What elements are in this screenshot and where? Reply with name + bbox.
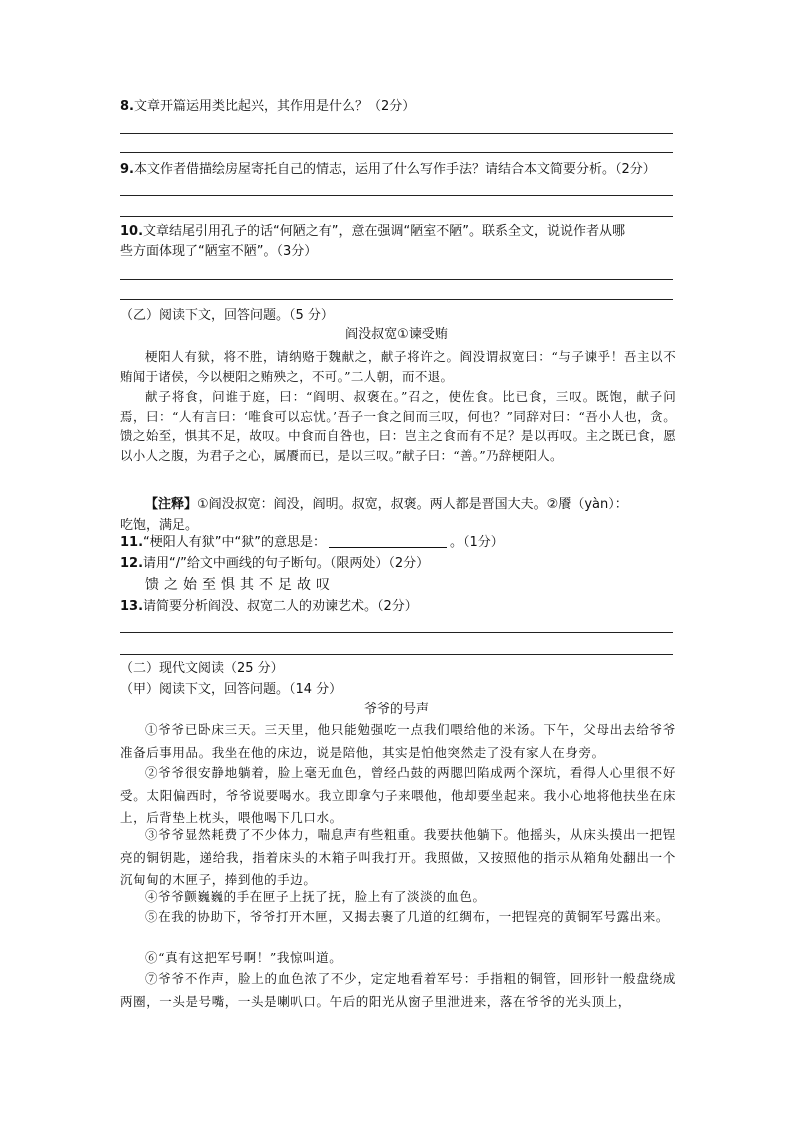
answer-line bbox=[120, 133, 673, 134]
question-text: “梗阳人有狱”中“狱”的意思是： bbox=[143, 535, 326, 550]
annotation-text: ①阎没叔宽：阎没，阎明。叔宽，叔褒。两人都是晋国大夫。②餍（yàn）： bbox=[197, 497, 628, 512]
question-number: 8. bbox=[120, 99, 134, 114]
question-number: 11. bbox=[120, 535, 144, 550]
sub-section-heading: （甲）阅读下文，回答问题。（14 分） bbox=[120, 682, 343, 697]
question-text: 本文作者借描绘房屋寄托自己的情志，运用了什么写作手法？请结合本文简要分析。（2分） bbox=[133, 162, 656, 177]
question-number: 10. bbox=[120, 224, 144, 239]
sentence-to-punctuate: 馈之始至惧其不足故叹 bbox=[145, 577, 335, 593]
classical-paragraph-2: 献子将食，问谁于庭，曰：“阎明、叔褒在。”召之，使佐食。比已食，三叹。既饱，献子问焉，曰：“人有言曰：‘唯食可以忘忧。’吾子一食之间而三叹，何也？”同辞对曰：“吾小人也，贪。馈之始至，惧其不足，故叹。中食而自咎也，曰：岂主之食而有不足？是以再叹。主之既已食，愿以小人之腹，为君子之心，属餍而已，是以三叹。”献子曰：“善。”乃辞梗阳人。 bbox=[120, 389, 676, 463]
question-number: 13. bbox=[120, 599, 144, 614]
question-number: 9. bbox=[120, 162, 134, 177]
fill-blank[interactable] bbox=[329, 533, 447, 548]
question-10-cont bbox=[120, 242, 317, 262]
question-12 bbox=[120, 554, 429, 574]
question-13 bbox=[120, 597, 418, 617]
modern-paragraph-3: ③爷爷显然耗费了不少体力，喘息声有些粗重。我要扶他躺下。他摇头，从床头摸出一把锃亮的铜钥匙，递给我，指着床头的木箱子叫我打开。我照做，又按照他的指示从箱角处翻出一个沉甸甸的木匣子，捧到他的手边。 bbox=[120, 827, 676, 888]
modern-paragraph-6: ⑥“真有这把军号啊！”我惊叫道。 bbox=[145, 950, 343, 965]
question-text: 文章开篇运用类比起兴，其作用是什么？（2分） bbox=[133, 99, 416, 114]
question-8 bbox=[120, 97, 415, 117]
answer-line bbox=[120, 654, 673, 655]
article-title: 爷爷的号声 bbox=[363, 702, 429, 717]
modern-paragraph-1: ①爷爷已卧床三天。三天里，他只能勉强吃一点我们喂给他的米汤。下午，父母出去给爷爷准备后事用品。我坐在他的床边，说是陪他，其实是怕他突然走了没有家人在身旁。 bbox=[120, 722, 676, 760]
question-text-end: 。（1分） bbox=[449, 535, 504, 550]
question-text: 文章结尾引用孔子的话“何陋之有”，意在强调“陋室不陋”。联系全文，说说作者从哪 bbox=[143, 224, 625, 239]
answer-line bbox=[120, 632, 673, 633]
answer-line bbox=[120, 216, 673, 217]
classical-paragraph-1: 梗阳人有狱，将不胜，请纳赂于魏献之，献子将许之。阎没谓叔宽曰：“与子谏乎！吾主以不贿闻于诸侯，今以梗阳之贿殃之，不可。”二人朝，而不退。 bbox=[120, 349, 676, 384]
question-number: 12. bbox=[120, 556, 144, 571]
question-text: 请用“/”给文中画线的句子断句。（限两处）（2分） bbox=[143, 556, 430, 571]
answer-line bbox=[120, 279, 673, 280]
annotation-label: 【注释】 bbox=[145, 497, 198, 512]
article-title: 阎没叔宽①谏受贿 bbox=[345, 327, 448, 342]
question-9 bbox=[120, 160, 656, 180]
section-heading: （二）现代文阅读（25 分） bbox=[120, 661, 284, 676]
question-11 bbox=[120, 533, 504, 553]
annotation bbox=[120, 494, 676, 536]
annotation-text-cont: 吃饱，满足。 bbox=[120, 518, 199, 533]
answer-line bbox=[120, 195, 673, 196]
question-text: 请简要分析阎没、叔宽二人的劝谏艺术。（2分） bbox=[143, 599, 418, 614]
section-heading: （乙）阅读下文，回答问题。（5 分） bbox=[120, 308, 334, 323]
modern-paragraph-5: ⑤在我的协助下，爷爷打开木匣，又揭去裹了几道的红绸布，一把锃亮的黄铜军号露出来。 bbox=[145, 909, 670, 924]
answer-line bbox=[120, 299, 673, 300]
modern-paragraph-7: ⑦爷爷不作声，脸上的血色浓了不少，定定地看着军号：手指粗的铜管，回形针一般盘绕成两圈，一头是号嘴，一头是喇叭口。午后的阳光从窗子里泄进来，落在爷爷的光头顶上， bbox=[120, 971, 676, 1009]
modern-paragraph-4: ④爷爷颤巍巍的手在匣子上抚了抚，脸上有了淡淡的血色。 bbox=[145, 889, 486, 904]
question-text: 些方面体现了“陋室不陋”。（3分） bbox=[120, 244, 318, 259]
answer-line bbox=[120, 152, 673, 153]
question-10 bbox=[120, 222, 625, 242]
modern-paragraph-2: ②爷爷很安静地躺着，脸上毫无血色，曾经凸鼓的两腮凹陷成两个深坑，看得人心里很不好受。太阳偏西时，爷爷说要喝水。我立即拿勺子来喂他，他却要坐起来。我小心地将他扶坐在床上，后背垫上枕头，喂他喝下几口水。 bbox=[120, 765, 676, 826]
